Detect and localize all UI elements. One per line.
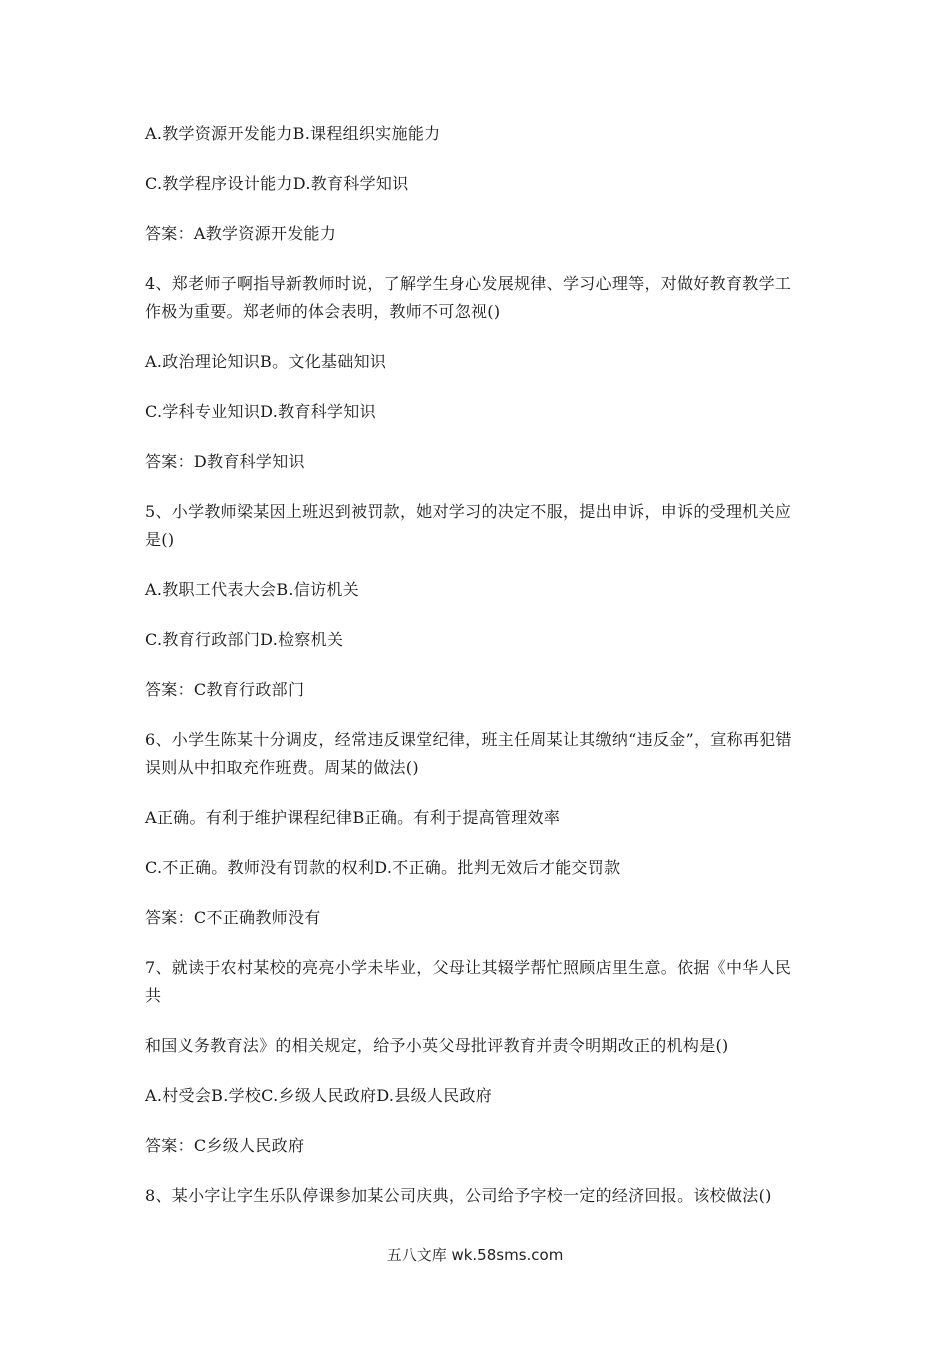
option-line: A.教学资源开发能力B.课程组织实施能力	[145, 124, 441, 143]
answer-line: 答案：C乡级人民政府	[145, 1136, 305, 1155]
option-line: C.教育行政部门D.检察机关	[145, 630, 344, 649]
option-line: C.学科专业知识D.教育科学知识	[145, 402, 376, 421]
option-line: A正确。有利于维护课程纪律B正确。有利于提高管理效率	[145, 808, 561, 827]
option-line: A.政治理论知识B。文化基础知识	[145, 352, 387, 371]
question-7: 7、就读于农村某校的亮亮小学未毕业，父母让其辍学帮忙照顾店里生意。依据《中华人民共	[145, 958, 792, 1005]
question-5: 5、小学教师梁某因上班迟到被罚款，她对学习的决定不服，提出申诉，申诉的受理机关应是()	[145, 502, 792, 549]
answer-line: 答案：C教育行政部门	[145, 680, 305, 699]
answer-line: 答案：D教育科学知识	[145, 452, 305, 471]
page-footer: 五八文库 wk.58sms.com	[386, 1246, 564, 1264]
question-4: 4、郑老师子啊指导新教师时说，了解学生身心发展规律、学习心理等，对做好教育教学工作极为重要。郑老师的体会表明，教师不可忽视()	[145, 274, 792, 321]
option-line: A.村受会B.学校C.乡级人民政府D.县级人民政府	[145, 1086, 493, 1105]
question-8: 8、某小字让字生乐队停课参加某公司庆典，公司给予字校一定的经济回报。该校做法()	[145, 1186, 772, 1205]
answer-line: 答案：A教学资源开发能力	[145, 224, 337, 243]
option-line: A.教职工代表大会B.信访机关	[145, 580, 359, 599]
option-line: C.教学程序设计能力D.教育科学知识	[145, 174, 409, 193]
option-line: C.不正确。教师没有罚款的权利D.不正确。批判无效后才能交罚款	[145, 858, 621, 877]
document-body	[145, 120, 805, 1210]
answer-line: 答案：C不正确教师没有	[145, 908, 321, 927]
question-6: 6、小学生陈某十分调皮，经常违反课堂纪律，班主任周某让其缴纳“违反金”，宣称再犯错误则从中扣取充作班费。周某的做法()	[145, 730, 792, 777]
question-7-continued: 和国义务教育法》的相关规定，给予小英父母批评教育并责令明期改正的机构是()	[145, 1036, 729, 1055]
